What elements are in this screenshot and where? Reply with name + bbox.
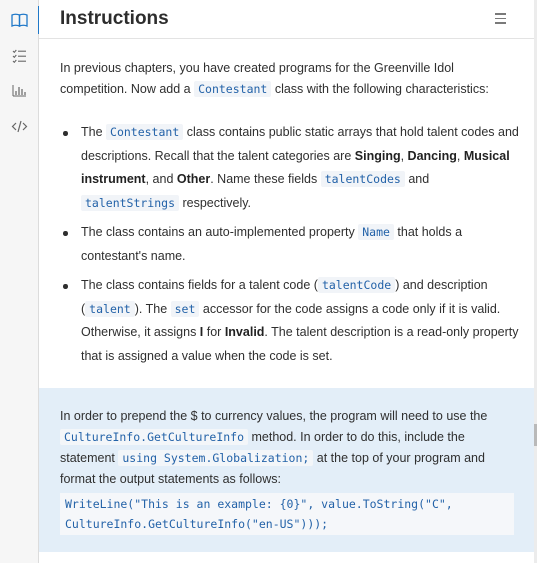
list-item — [60, 221, 522, 268]
inline-code: talentCodes — [321, 171, 405, 187]
rail-item-results[interactable] — [0, 72, 39, 108]
book-icon — [11, 13, 28, 27]
requirements-list — [60, 121, 522, 368]
text: respectively. — [179, 195, 252, 210]
code-example — [60, 493, 514, 535]
bold-text: Dancing — [407, 148, 457, 163]
bold-text: Singing — [354, 148, 401, 163]
rail-item-tasks[interactable] — [0, 38, 39, 74]
bold-text: Musical instrument — [81, 148, 510, 186]
text: method. In order to do this, include the statement — [60, 430, 465, 465]
side-rail — [0, 0, 39, 563]
text: and — [404, 172, 430, 186]
text: ). The — [134, 301, 171, 316]
info-note — [39, 388, 535, 552]
bold-text: I — [199, 325, 204, 339]
text: for — [203, 325, 225, 339]
text: at the top of your program and format the output statements as follows: — [60, 451, 485, 486]
text: The — [81, 125, 107, 139]
text: that holds a contestant's name. — [81, 225, 463, 263]
rail-item-code[interactable] — [0, 108, 39, 144]
text: The class contains an auto-implemented property — [81, 225, 359, 239]
list-item — [60, 274, 522, 368]
inline-code: Name — [358, 224, 394, 240]
text: , and — [145, 172, 177, 186]
text: , — [456, 148, 464, 163]
bar-chart-icon — [12, 84, 27, 97]
text: . The talent description is a read-only property that is assigned a value when the code is set. — [81, 325, 519, 363]
note-paragraph — [60, 406, 514, 490]
intro-paragraph — [60, 58, 522, 100]
text: class contains public static arrays that hold talent codes and descriptions. Recall that the talent categories are — [81, 125, 519, 163]
panel-header — [39, 0, 535, 39]
inline-code: set — [171, 301, 200, 317]
checklist-icon — [12, 49, 27, 63]
page-title: Instructions — [60, 8, 169, 29]
text: ) and description ( — [81, 278, 488, 316]
bold-text: Invalid — [224, 325, 265, 339]
list-item — [60, 121, 522, 215]
hamburger-menu-icon[interactable] — [495, 13, 507, 24]
text: . Name these fields — [210, 172, 321, 186]
text: In order to prepend the $ to currency values, the program will need to use the — [60, 409, 488, 423]
code-line: WriteLine("This is an example: {0}", value.ToString("C", — [65, 497, 453, 511]
code-line: CultureInfo.GetCultureInfo("en-US"))); — [65, 517, 329, 531]
bold-text: Other — [176, 172, 211, 186]
text: The class contains fields for a talent code ( — [81, 278, 318, 292]
inline-code: talentStrings — [81, 195, 179, 211]
instructions-content — [39, 39, 535, 563]
inline-code: CultureInfo.GetCultureInfo — [60, 429, 248, 445]
inline-code-contestant: Contestant — [194, 81, 271, 97]
text: , — [400, 148, 408, 163]
inline-code: talentCode — [318, 277, 395, 293]
intro-text-end: class with the following characteristics: — [271, 82, 489, 96]
inline-code: Contestant — [106, 124, 183, 140]
inline-code: using System.Globalization; — [118, 450, 313, 466]
rail-item-instructions[interactable] — [0, 2, 39, 38]
code-icon — [11, 120, 28, 133]
text: accessor for the code assigns a code only if it is valid. Otherwise, it assigns — [81, 301, 501, 339]
inline-code: talent — [85, 301, 135, 317]
intro-text: In previous chapters, you have created programs for the Greenville Idol competition. Now add a — [60, 61, 454, 96]
